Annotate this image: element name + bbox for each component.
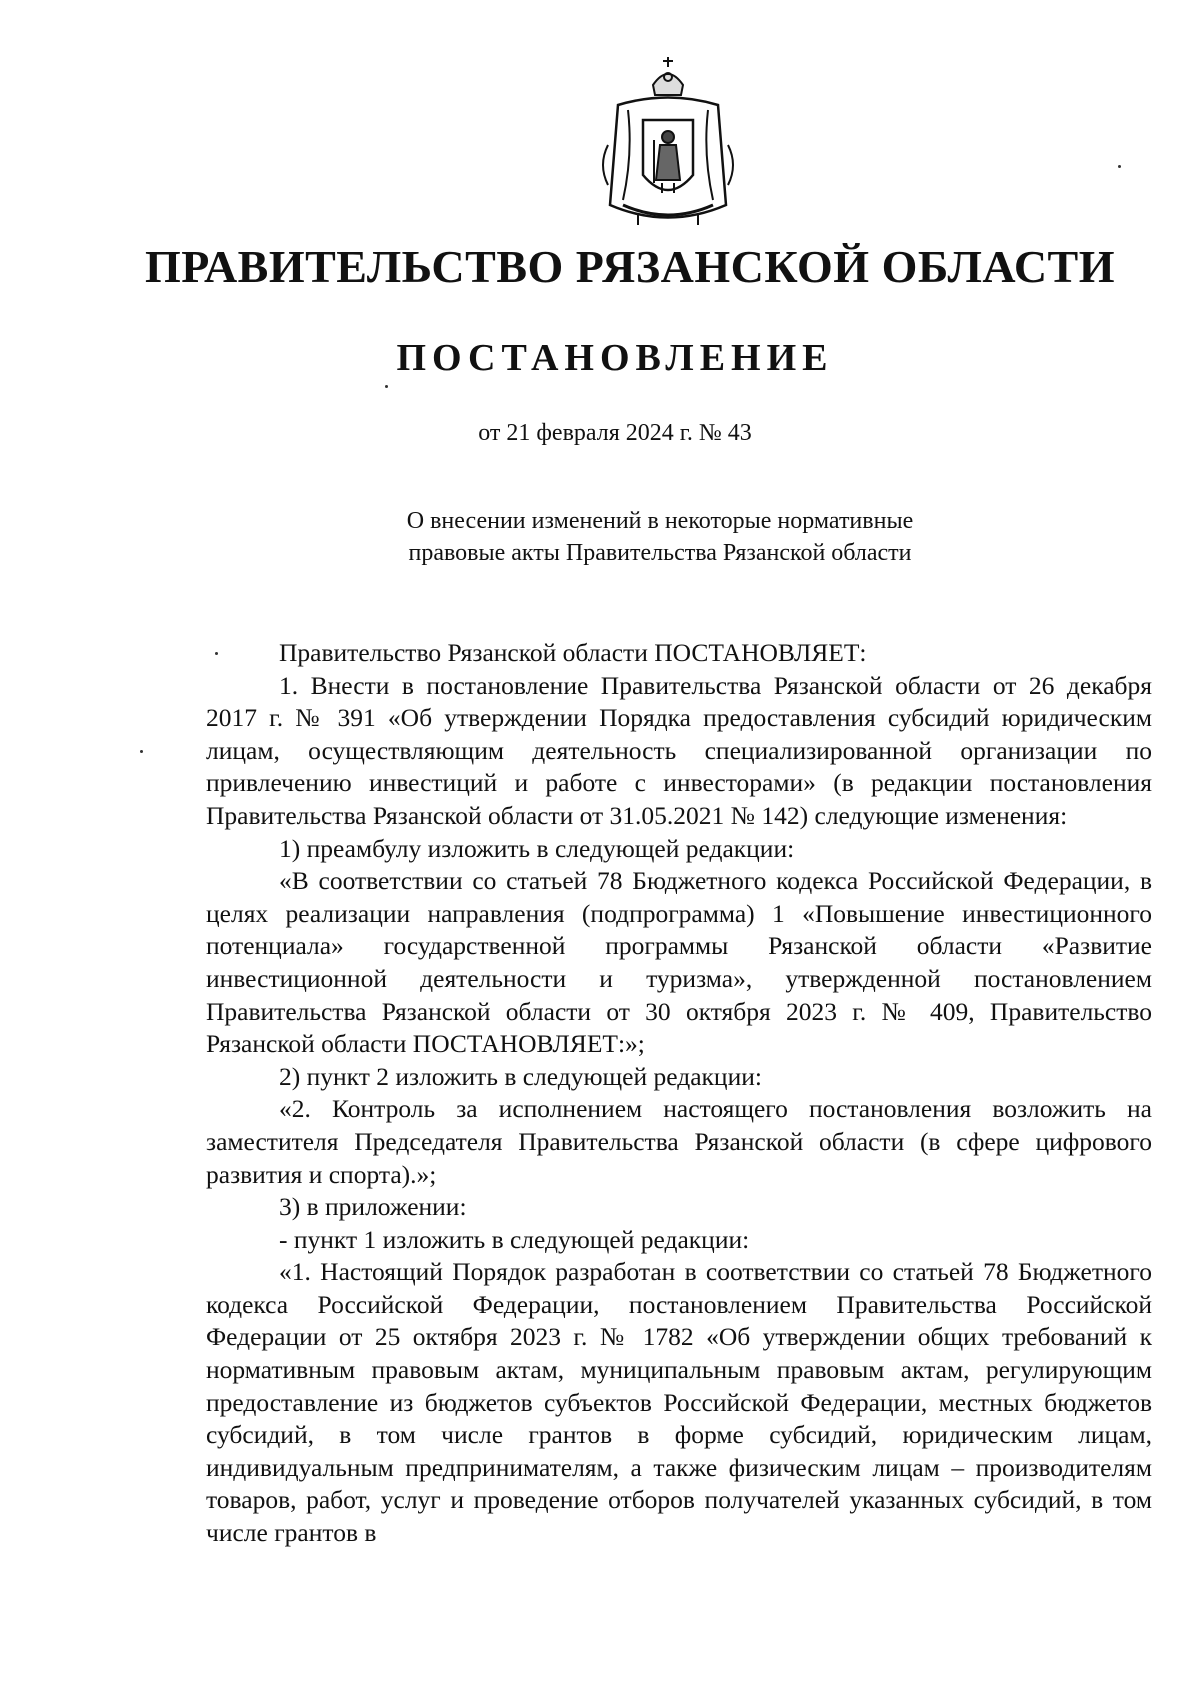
- body-paragraph: 2) пункт 2 изложить в следующей редакции:: [279, 1061, 762, 1091]
- body-paragraph: «2. Контроль за исполнением настоящего постановления возложить на заместителя Председателя Правительства Рязанской области (в сфере цифрового развития и спорта).»;: [206, 1094, 1152, 1189]
- coat-of-arms-emblem: [598, 55, 738, 230]
- document-date-number: от 21 февраля 2024 г. № 43: [478, 420, 752, 446]
- body-paragraph: 1) преамбулу изложить в следующей редакции:: [279, 833, 795, 863]
- body-paragraph: Правительство Рязанской области ПОСТАНОВЛЯЕТ:: [279, 638, 867, 667]
- document-body: [206, 637, 1152, 1550]
- document-subject: [300, 505, 1020, 569]
- body-paragraph: - пункт 1 изложить в следующей редакции:: [279, 1224, 750, 1254]
- body-paragraph: «В соответствии со статьей 78 Бюджетного кодекса Российской Федерации, в целях реализации направления (подпрограмма) 1 «Повышение инвестиционного потенциала» государственной программы Рязанской области «Развитие инвестиционной деятельности и туризма», утвержденной постановлением Правительства Рязанской области от 30 октября 2023 г. № 409, Правительство Рязанской области ПОСТАНОВЛЯЕТ:»;: [206, 866, 1152, 1059]
- scan-speck: [385, 385, 388, 388]
- subject-line-2: правовые акты Правительства Рязанской области: [408, 540, 912, 566]
- document-type-heading: ПОСТАНОВЛЕНИЕ: [396, 337, 834, 379]
- organization-title: ПРАВИТЕЛЬСТВО РЯЗАНСКОЙ ОБЛАСТИ: [144, 241, 1116, 292]
- body-paragraph: 3) в приложении:: [279, 1192, 467, 1222]
- body-paragraph: «1. Настоящий Порядок разработан в соответствии со статьей 78 Бюджетного кодекса Российской Федерации, постановлением Правительства Российской Федерации от 25 октября 2023 г. № 1782 «Об утверждении общих требований к нормативным правовым актам, муниципальным правовым актам, регулирующим предоставление из бюджетов субъектов Российской Федерации, местных бюджетов субсидий, в том числе грантов в форме субсидий, юридическим лицам, индивидуальным предпринимателям, а также физическим лицам – производителям товаров, работ, услуг и проведение отборов получателей указанных субсидий, в том числе грантов в: [206, 1257, 1152, 1548]
- body-paragraph: 1. Внести в постановление Правительства Рязанской области от 26 декабря 2017 г. № 391 «Об утверждении Порядка предоставления субсидий юридическим лицам, осуществляющим деятельность специализированной организации по привлечению инвестиций и работе с инвесторами» (в редакции постановления Правительства Рязанской области от 31.05.2021 № 142) следующие изменения:: [206, 670, 1152, 830]
- scan-speck: [215, 652, 218, 655]
- scan-speck: [1118, 165, 1121, 168]
- scan-speck: [140, 750, 143, 753]
- subject-line-1: О внесении изменений в некоторые нормативные: [406, 508, 914, 534]
